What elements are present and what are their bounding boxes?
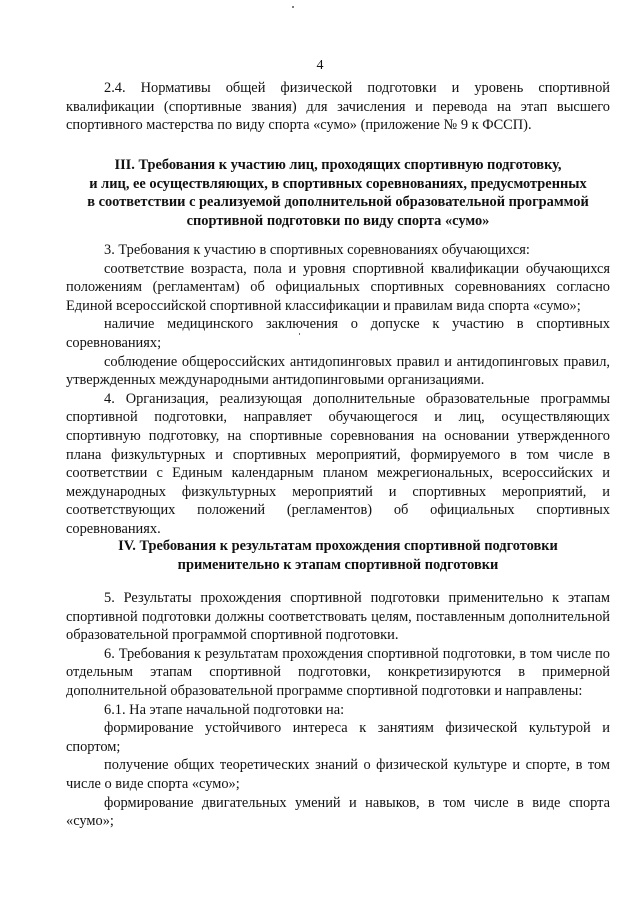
paragraph-4: 4. Организация, реализующая дополнительные образовательные программы спортивной подготовки, направляет обучающегося и лиц, осуществляющих спортивную подготовку, на спортивные соревнования на основании утвержденного плана физкультурных и спортивных мероприятий, формируемого в том числе в соответствии с Единым календарным планом межрегиональных, всероссийских и международных физкультурных мероприятий и спортивных мероприятий, и соответствующих положений (регламентов) об официальных спортивных соревнованиях. xyxy=(66,390,610,537)
paragraph-5: 5. Результаты прохождения спортивной подготовки применительно к этапам спортивной подготовки должны соответствовать целям, поставленным дополнительной образовательной программой спортивной подготовки. xyxy=(66,590,610,644)
scan-speck xyxy=(292,6,294,8)
paragraph-6-1-item-interest: формирование устойчивого интереса к занятиям физической культурой и спортом; xyxy=(66,720,610,755)
section-4-heading-line: применительно к этапам спортивной подготовки xyxy=(177,556,499,573)
section-3-heading-line: III. Требования к участию лиц, проходящих спортивную подготовку, xyxy=(114,157,562,173)
paragraph-3: 3. Требования к участию в спортивных соревнованиях обучающихся: xyxy=(104,242,530,258)
paragraph-6: 6. Требования к результатам прохождения спортивной подготовки, в том числе по отдельным этапам спортивной подготовки, конкретизируются в примерной дополнительной образовательной программе спортивной подготовки и направлены: xyxy=(66,645,610,699)
paragraph-6-1-item-knowledge: получение общих теоретических знаний о физической культуре и спорте, в том числе о виде спорта «сумо»; xyxy=(66,757,610,792)
page-number: 4 xyxy=(316,58,324,73)
paragraph-3-item-medical: наличие медицинского заключения о допуске к участию в спортивных соревнованиях; xyxy=(66,316,610,351)
section-3-heading-line: спортивной подготовки по виду спорта «сумо» xyxy=(186,212,490,229)
section-3-heading xyxy=(66,156,610,230)
paragraph-6-1: 6.1. На этапе начальной подготовки на: xyxy=(104,701,345,718)
paragraph-3-item-age: соответствие возраста, пола и уровня спортивной квалификации обучающихся положениям (регламентам) об официальных спортивных соревнованиях согласно Единой всероссийской спортивной классификации и правилам вида спорта «сумо»; xyxy=(66,260,610,314)
paragraph-3-item-antidoping: соблюдение общероссийских антидопинговых правил и антидопинговых правил, утвержденных международными антидопинговыми организациями. xyxy=(66,353,610,389)
section-2-4-block xyxy=(66,79,610,135)
scan-speck xyxy=(299,333,300,335)
section-3-heading-line: и лиц, ее осуществляющих, в спортивных соревнованиях, предусмотренных xyxy=(89,175,587,192)
paragraph-6-1-item-skills: формирование двигательных умений и навыков, в том числе в виде спорта «сумо»; xyxy=(66,794,610,830)
section-4-body xyxy=(66,589,610,831)
section-3-body xyxy=(66,241,610,539)
section-4-heading xyxy=(66,537,610,574)
paragraph-2-4: 2.4. Нормативы общей физической подготовки и уровень спортивной квалификации (спортивные звания) для зачисления и перевода на этап высшего спортивного мастерства по виду спорта «сумо» (приложение № 9 к ФССП). xyxy=(66,80,610,134)
section-3-heading-line: в соответствии с реализуемой дополнительной образовательной программой xyxy=(87,194,589,211)
section-4-heading-line: IV. Требования к результатам прохождения спортивной подготовки xyxy=(118,538,558,554)
